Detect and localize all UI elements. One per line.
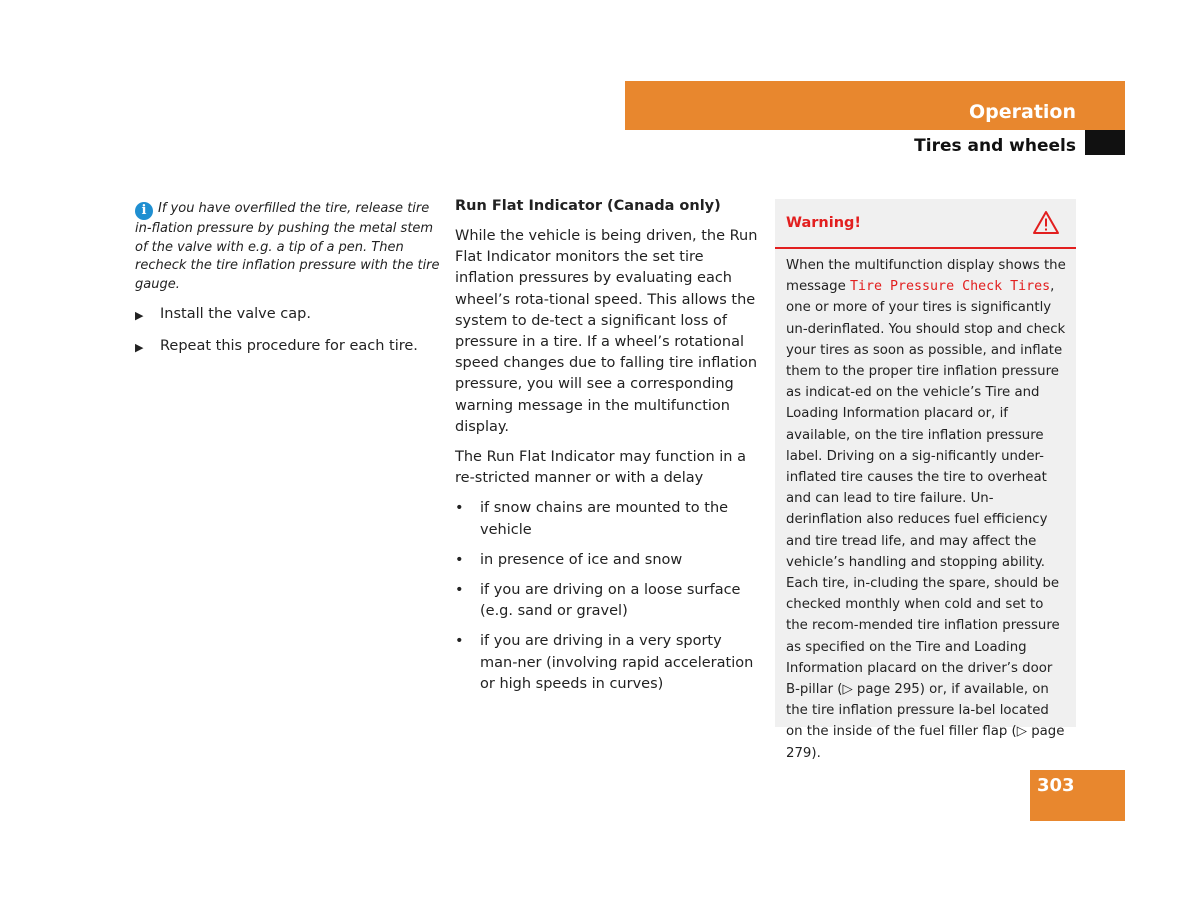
run-flat-heading: Run Flat Indicator (Canada only) [455,198,721,214]
run-flat-paragraph-1: While the vehicle is being driven, the Run Flat Indicator monitors the set tire inflation pressures by evaluating each wheel’s rota-tional speed. This allows the system to de-tect a significant loss of pressure in a tire. If a wheel’s rotational speed changes due to falling tire inflation pressure, you will see a corresponding warning message in the multifunction display. [455,228,758,435]
list-item [455,580,760,622]
arrow-right-icon: ▶ [135,309,144,323]
condition-list [455,498,760,695]
step-item [135,338,440,358]
info-note-text: If you have overfilled the tire, release tire in-flation pressure by pushing the metal stem of the valve with e.g. a tip of a pen. Then recheck the tire inflation pressure with the tire gauge. [135,201,440,292]
page-number: 303 [1037,775,1075,796]
list-item [455,550,760,571]
subsection-title: Tires and wheels [914,136,1076,156]
list-item-text: if you are driving on a loose surface (e.g. sand or gravel) [480,582,741,620]
warning-box [775,199,1076,761]
list-item-text: in presence of ice and snow [480,551,683,568]
step-text: Repeat this procedure for each tire. [160,338,418,355]
bullet-icon: • [455,582,464,599]
step-text: Install the valve cap. [160,306,311,323]
arrow-right-icon: ▶ [135,341,144,355]
header-tab-marker [1085,130,1125,155]
warning-text [775,249,1076,764]
warning-text-before: When the multifunction display shows the message [786,258,1066,295]
warning-triangle-icon [1032,210,1060,235]
list-item [455,631,760,695]
list-item-text: if snow chains are mounted to the vehicle [480,500,729,538]
middle-column [455,196,760,704]
list-item [455,498,760,540]
section-title: Operation [968,101,1076,123]
step-item [135,306,440,326]
display-message: Tire Pressure Check Tires [850,279,1051,295]
warning-header [775,199,1076,249]
run-flat-paragraph-2: The Run Flat Indicator may function in a re-stricted manner or with a delay [455,449,746,487]
bullet-icon: • [455,500,464,517]
info-icon: i [135,202,153,220]
warning-text-after: , one or more of your tires is significantly un-derinflated. You should stop and check your tires as soon as possible, and inflate them to the proper tire inflation pressure as indicat-ed on the vehicle’s Tire and Loading Information placard or, if available, on the tire inflation pressure label. Driving on a sig-nificantly under-inflated tire causes the tire to overheat and can lead to tire failure. Un-derinflation also reduces fuel efficiency and tire tread life, and may affect the vehicle’s handling and stopping ability. Each tire, in-cluding the spare, should be checked monthly when cold and set to the recom-mended tire inflation pressure as specified on the Tire and Loading Information placard on the driver’s door B-pillar (▷ page 295) or, if available, on the tire inflation pressure la-bel located on the inside of the fuel filler flap (▷ page 279). [786,279,1066,761]
bullet-icon: • [455,551,464,568]
left-column [135,200,440,358]
info-note [135,200,440,294]
list-item-text: if you are driving in a very sporty man-ner (involving rapid acceleration or high speeds in curves) [480,633,754,692]
bullet-icon: • [455,633,464,650]
warning-title: Warning! [786,215,862,231]
